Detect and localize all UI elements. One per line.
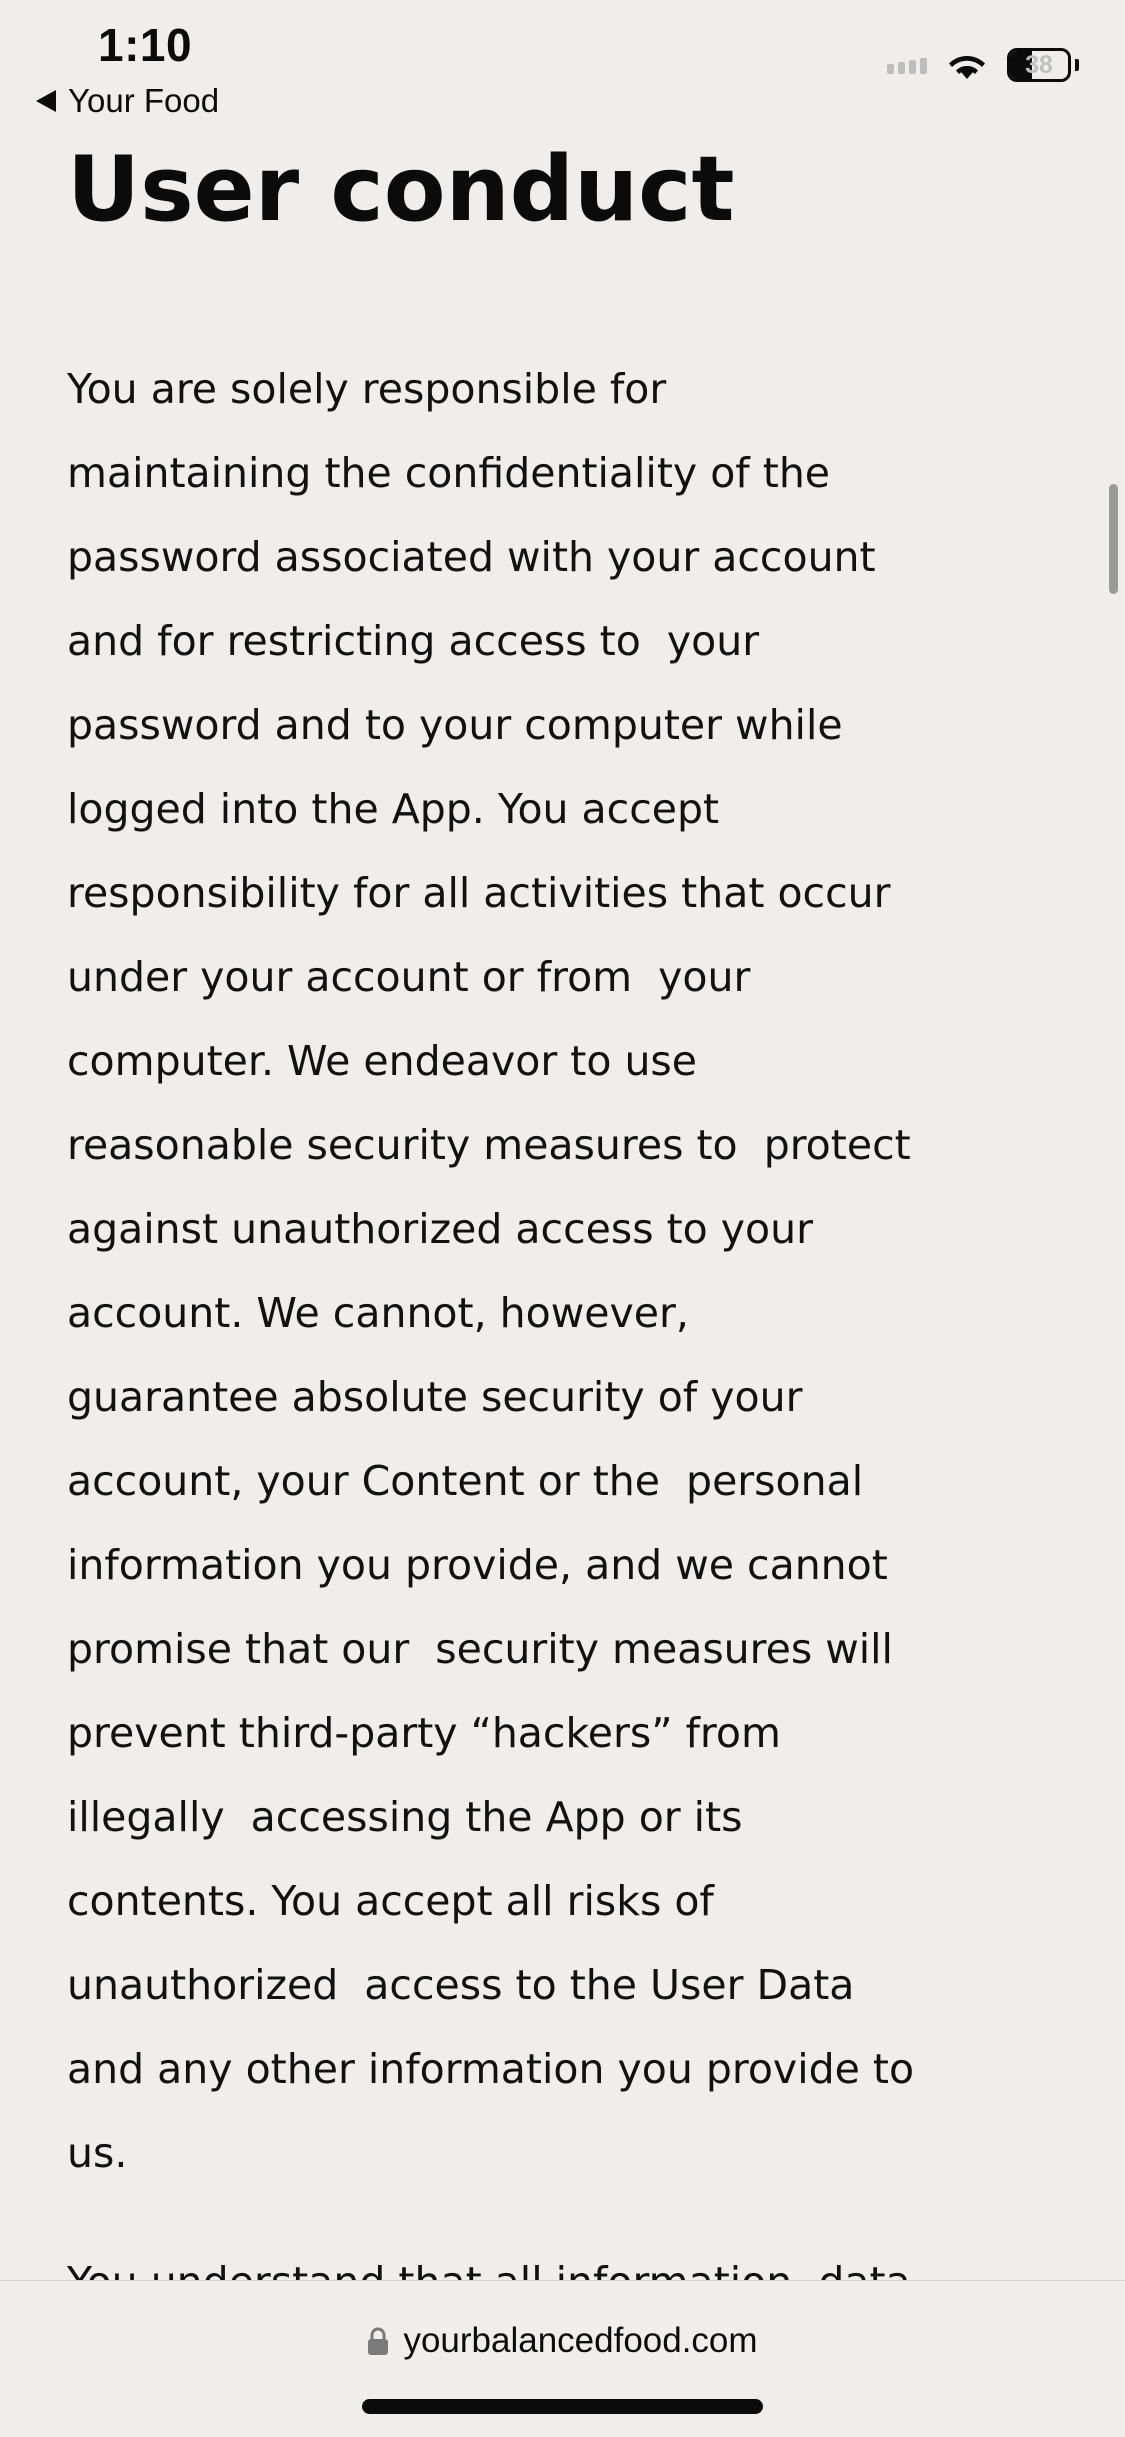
lock-icon xyxy=(367,2326,389,2356)
status-bar xyxy=(0,0,1125,120)
page-title: User conduct xyxy=(67,137,735,242)
url-text: yourbalancedfood.com xyxy=(403,2321,758,2360)
back-to-app-button[interactable] xyxy=(36,82,219,120)
battery-icon xyxy=(1007,48,1071,82)
body-paragraph-user-conduct: You are solely responsible for maintaining the confidentiality of the password associated with your account and for restricting access to your password and to your computer while logged into the App. You accept responsibility for all activities that occur under your account or from your computer. We endeavor to use reasonable security measures to protect against unauthorized access to your account. We cannot, however, guarantee absolute security of your account, your Content or the personal information you provide, and we cannot promise that our security measures will prevent third-party “hackers” from illegally accessing the App or its contents. You accept all risks of unauthorized access to the User Data and any other information you provide to us. xyxy=(67,365,915,2177)
battery-cap xyxy=(1075,59,1079,71)
cellular-signal-icon xyxy=(887,56,927,74)
browser-bottom-bar xyxy=(0,2280,1125,2437)
back-triangle-icon xyxy=(36,90,56,112)
address-bar[interactable] xyxy=(0,2321,1125,2361)
back-app-label: Your Food xyxy=(68,82,220,119)
wifi-icon xyxy=(945,48,989,82)
home-indicator[interactable] xyxy=(362,2399,763,2414)
scrollbar-thumb[interactable] xyxy=(1109,484,1118,594)
status-time: 1:10 xyxy=(98,19,193,71)
main-content xyxy=(67,130,1067,250)
status-icons xyxy=(887,48,1079,82)
battery-level: 38 xyxy=(1025,51,1053,79)
